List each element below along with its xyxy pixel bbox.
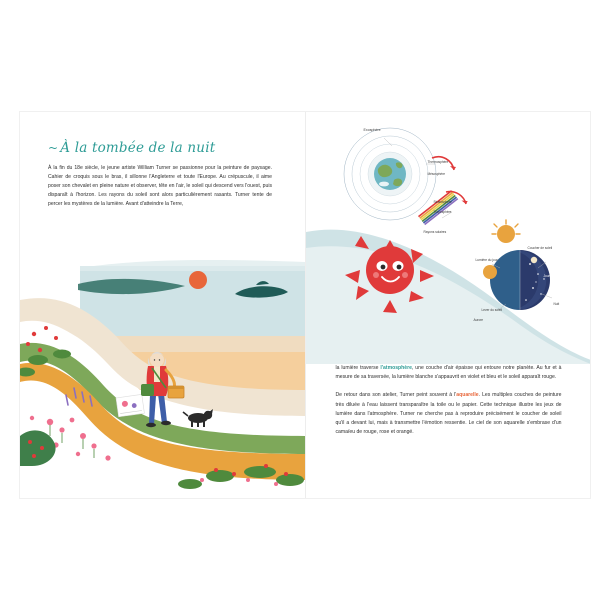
text-segment: . Les multiples couches de peinture très diluée à l'eau laissent transparaître la toile ou le papier. Cette technique illustre les jeux de lumière dans l'atmosphère. Turner ne cherche pas à reproduire précisément le coucher de soleil qu'il a devant lui, mais à transmettre l'émotion ressentie. Le ciel de son aquarelle s'embrase d'un camaïeu de rouge, rose et orangé. xyxy=(335,392,562,436)
paragraph-watercolor xyxy=(336,391,562,437)
text-segment: la lumière traverse xyxy=(335,365,381,371)
highlight-atmosphere: l'atmosphère xyxy=(380,365,412,371)
title-flourish-icon: ~ xyxy=(48,141,59,155)
landscape-illustration xyxy=(20,240,305,498)
label-dawn: Aurore xyxy=(473,318,484,322)
spread xyxy=(20,112,590,498)
label-troposphere: Troposphère xyxy=(433,210,452,214)
left-body-text: À la fin du 18e siècle, le jeune artiste William Turner se passionne pour la peinture de paysage. Cahier de croquis sous le bras, il sillonne l'Angleterre et toute l'Europe. Au crépuscule, il aime poser son chevalet en pleine nature et observer, tête en l'air, le soleil qui descend vers l'ouest, puis disparaît à l'horizon. Les rayons du soleil sont alors particulièrement rasants. Turner tente de percer les mystères de la lumière. Avant d'atteindre la Terre, xyxy=(48,165,272,207)
label-stratosphere: Stratosphère xyxy=(433,200,452,204)
label-solar-rays: Rayons solaires xyxy=(423,230,447,234)
label-exosphere: Exosphère xyxy=(363,128,381,132)
label-sunset: Coucher de soleil xyxy=(527,246,553,250)
text-segment: , une couche d'air épaisse qui entoure notre planète. Au fur et à mesure de sa traversée, la lumière blanche s'appauvrit en violet et bleu et le soleil apparaît rouge. xyxy=(335,365,562,381)
page-title-text: À la tombée de la nuit xyxy=(60,140,216,156)
page-title xyxy=(48,140,215,156)
label-night: Nuit xyxy=(553,302,560,306)
left-page xyxy=(20,112,306,498)
atmosphere-diagram xyxy=(306,112,591,364)
highlight-aquarelle: aquarelle xyxy=(456,392,479,399)
paragraph-atmosphere xyxy=(336,364,562,382)
label-daylight: Lumière du jour xyxy=(475,258,498,262)
label-sunrise: Lever du soleil xyxy=(481,308,503,312)
label-mesosphere: Mésosphère xyxy=(427,172,446,176)
right-body-text xyxy=(336,364,562,446)
text-segment: De retour dans son atelier, Turner peint souvent à l' xyxy=(335,392,457,399)
label-day: Jour xyxy=(543,274,550,278)
right-page xyxy=(306,112,591,498)
label-thermosphere: Thermosphère xyxy=(427,160,449,164)
